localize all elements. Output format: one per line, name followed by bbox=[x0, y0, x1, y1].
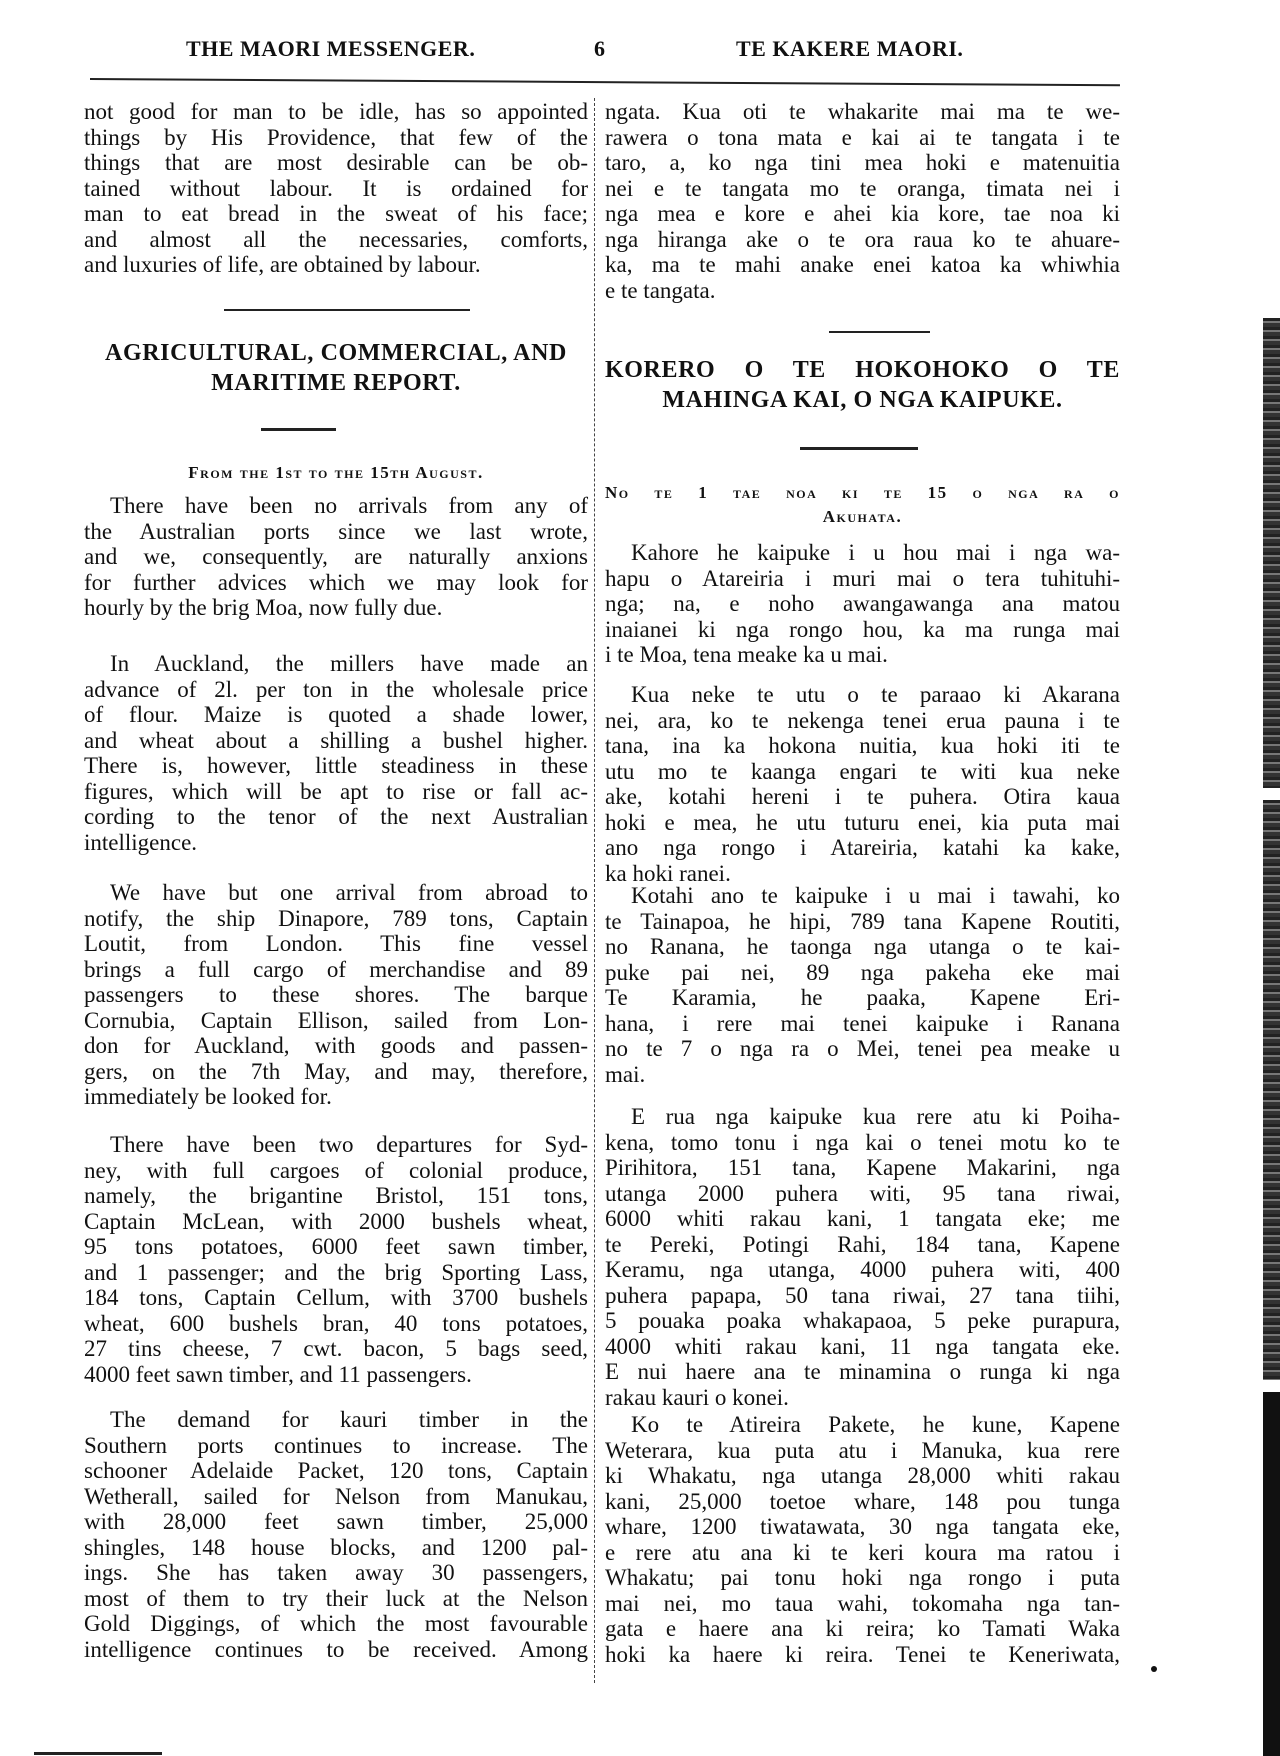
text-line: The demand for kauri timber in the bbox=[110, 1407, 588, 1432]
text-line: kena, tomo tonu i nga kai o tenei motu ko te bbox=[605, 1129, 1120, 1155]
text-line: nei e te tangata mo te oranga, timata nei i bbox=[605, 175, 1120, 201]
dateline-text: No te 1 tae noa ki te 15 o nga ra o bbox=[605, 483, 1120, 502]
text-line: immediately be looked for. bbox=[84, 1084, 332, 1109]
text-line: tained without labour. It is ordained for bbox=[84, 175, 588, 201]
text-line: and wheat about a shilling a bushel higher. bbox=[84, 727, 588, 753]
text-line: utu mo te kaanga engari te witi kua neke bbox=[605, 758, 1120, 784]
paragraph-kua-neke bbox=[605, 682, 1120, 886]
text-line: namely, the brigantine Bristol, 151 tons, bbox=[84, 1183, 588, 1208]
text-line: Southern ports continues to increase. The bbox=[84, 1432, 588, 1458]
paragraph-kauri-timber bbox=[84, 1407, 588, 1662]
text-line: nei, ara, ko te nekenga tenei erua pauna i te bbox=[605, 707, 1120, 733]
text-line: te Tainapoa, he hipi, 789 tana Kapene Routiti, bbox=[605, 908, 1120, 934]
paragraph-sydney-departures bbox=[84, 1132, 588, 1387]
left-continuation-paragraph bbox=[84, 99, 588, 278]
text-line: e rere atu ana ki te keri koura ma ratou i bbox=[605, 1539, 1120, 1565]
text-line: 5 pouaka poaka whakapaoa, 5 peke purapura, bbox=[605, 1308, 1120, 1333]
text-line: nga; na, e noho awangawanga ana matou bbox=[605, 591, 1120, 616]
text-line: schooner Adelaide Packet, 120 tons, Captain bbox=[84, 1458, 588, 1483]
heading-rule bbox=[261, 428, 336, 431]
text-line: ka, ma te mahi anake enei katoa ka whiwhia bbox=[605, 252, 1120, 277]
text-line: kani, 25,000 toetoe whare, 148 pou tunga bbox=[605, 1488, 1120, 1514]
ink-speck bbox=[1151, 1666, 1157, 1672]
heading-line: AGRICULTURAL, COMMERCIAL, AND bbox=[105, 340, 567, 366]
text-line: Cornubia, Captain Ellison, sailed from Lon- bbox=[84, 1007, 588, 1033]
paragraph-kotahi-ano bbox=[605, 883, 1120, 1087]
text-line: Wetherall, sailed for Nelson from Manukau, bbox=[84, 1483, 588, 1509]
text-line: 184 tons, Captain Cellum, with 3700 bushels bbox=[84, 1285, 588, 1310]
text-line: rawera o tona mata e kai ai te tangata i te bbox=[605, 124, 1120, 150]
text-line: most of them to try their luck at the Nelson bbox=[84, 1585, 588, 1611]
text-line: passengers to these shores. The barque bbox=[84, 982, 588, 1007]
text-line: nga mea e kore e ahei kia kore, tae noa ki bbox=[605, 201, 1120, 226]
text-line: hoki e mea, he utu tuturu enei, kia puta mai bbox=[605, 809, 1120, 835]
heading-rule bbox=[800, 447, 918, 450]
dateline-text: Akuhata. bbox=[822, 507, 903, 526]
text-line: no Ranana, he taonga nga utanga o te kai- bbox=[605, 934, 1120, 959]
text-line: There is, however, little steadiness in these bbox=[84, 753, 588, 778]
text-line: mai nei, mo taua wahi, tokomaha nga tan- bbox=[605, 1590, 1120, 1616]
text-line: Keramu, nga utanga, 4000 puhera witi, 400 bbox=[605, 1257, 1120, 1282]
right-continuation-paragraph bbox=[605, 99, 1120, 303]
text-line: gata e haere ana ki reira; ko Tamati Waka bbox=[605, 1616, 1120, 1641]
section-rule bbox=[829, 331, 930, 333]
paragraph-atireira-pakete bbox=[605, 1412, 1120, 1667]
text-line: no te 7 o nga ra o Mei, tenei pea meake u bbox=[605, 1036, 1120, 1061]
paragraph-kahore bbox=[605, 540, 1120, 668]
text-line: inaianei ki nga rongo hou, ka ma runga mai bbox=[605, 616, 1120, 642]
text-line: 4000 whiti rakau kani, 11 nga tangata eke. bbox=[605, 1333, 1120, 1359]
text-line: 6000 whiti rakau kani, 1 tangata eke; me bbox=[605, 1206, 1120, 1231]
masthead-english-title: THE MAORI MESSENGER. bbox=[186, 36, 476, 61]
heading-line: MARITIME REPORT. bbox=[211, 370, 461, 396]
dateline-maori bbox=[605, 481, 1120, 529]
text-line: with 28,000 feet sawn timber, 25,000 bbox=[84, 1509, 588, 1534]
text-line: Captain McLean, with 2000 bushels wheat, bbox=[84, 1208, 588, 1234]
masthead-maori-title: TE KAKERE MAORI. bbox=[736, 36, 964, 61]
text-line: notify, the ship Dinapore, 789 tons, Captain bbox=[84, 905, 588, 931]
text-line: intelligence. bbox=[84, 829, 198, 855]
text-line: 27 tins cheese, 7 cwt. bacon, 5 bags seed, bbox=[84, 1336, 588, 1361]
text-line: of flour. Maize is quoted a shade lower, bbox=[84, 702, 588, 727]
text-line: intelligence continues to be received. Among bbox=[84, 1636, 588, 1662]
text-line: We have but one arrival from abroad to bbox=[110, 880, 588, 905]
text-line: ngata. Kua oti te whakarite mai ma te we- bbox=[605, 99, 1120, 124]
text-line: figures, which will be apt to rise or fall ac- bbox=[84, 778, 588, 804]
text-line: Kua neke te utu o te paraao ki Akarana bbox=[631, 682, 1120, 707]
text-line: ings. She has taken away 30 passengers, bbox=[84, 1560, 588, 1585]
text-line: and we, consequently, are naturally anxions bbox=[84, 544, 588, 569]
text-line: Loutit, from London. This fine vessel bbox=[84, 931, 588, 956]
text-line: ake, kotahi hereni i te puhera. Otira kaua bbox=[605, 784, 1120, 809]
text-line: mai. bbox=[605, 1061, 646, 1087]
text-line: whare, 1200 tiwatawata, 30 nga tangata eke, bbox=[605, 1514, 1120, 1539]
text-line: rakau kauri o konei. bbox=[605, 1384, 789, 1410]
text-line: not good for man to be idle, has so appointed bbox=[84, 99, 588, 124]
text-line: 4000 feet sawn timber, and 11 passengers. bbox=[84, 1361, 472, 1387]
column-divider bbox=[594, 98, 595, 1683]
text-line: don for Auckland, with goods and passen- bbox=[84, 1033, 588, 1058]
text-line: wheat, 600 bushels bran, 40 tons potatoes, bbox=[84, 1310, 588, 1336]
text-line: E rua nga kaipuke kua rere atu ki Poiha- bbox=[631, 1104, 1120, 1129]
text-line: ney, with full cargoes of colonial produce, bbox=[84, 1157, 588, 1183]
text-line: te Pereki, Potingi Rahi, 184 tana, Kapene bbox=[605, 1231, 1120, 1257]
text-line: tana, ina ka hokona nuitia, kua hoki iti te bbox=[605, 733, 1120, 758]
heading-line: MAHINGA KAI, O NGA KAIPUKE. bbox=[662, 387, 1063, 413]
paragraph-auckland-prices bbox=[84, 651, 588, 855]
paragraph-arrivals bbox=[84, 493, 588, 621]
text-line: Te Karamia, he paaka, Kapene Eri- bbox=[605, 985, 1120, 1010]
text-line: cording to the tenor of the next Australian bbox=[84, 804, 588, 829]
text-line: brings a full cargo of merchandise and 89 bbox=[84, 956, 588, 982]
text-line: nga hiranga ake o te ora raua ko te ahuare- bbox=[605, 226, 1120, 252]
text-line: There have been two departures for Syd- bbox=[110, 1132, 588, 1157]
text-line: for further advices which we may look for bbox=[84, 569, 588, 595]
text-line: taro, a, ko nga tini mea hoki e matenuitia bbox=[605, 150, 1120, 175]
scan-edge-mark bbox=[1263, 318, 1280, 788]
text-line: ki Whakatu, nga utanga 28,000 whiti rakau bbox=[605, 1463, 1120, 1488]
report-heading-english bbox=[84, 338, 588, 398]
text-line: ano nga rongo i Atareiria, katahi ka kake, bbox=[605, 835, 1120, 860]
text-line: Weterara, kua puta atu i Manuka, kua rere bbox=[605, 1437, 1120, 1463]
text-line: puhera papapa, 50 tana riwai, 27 tana tiihi, bbox=[605, 1282, 1120, 1308]
text-line: and 1 passenger; and the brig Sporting Lass, bbox=[84, 1259, 588, 1285]
text-line: Kahore he kaipuke i u hou mai i nga wa- bbox=[631, 540, 1120, 565]
text-line: utanga 2000 puhera witi, 95 tana riwai, bbox=[605, 1180, 1120, 1206]
text-line: Kotahi ano te kaipuke i u mai i tawahi, ko bbox=[631, 883, 1120, 908]
text-line: i te Moa, tena meake ka u mai. bbox=[605, 642, 888, 667]
scan-edge-mark bbox=[1263, 800, 1280, 1380]
footer-rule bbox=[34, 1752, 162, 1755]
text-line: hapu o Atareiria i muri mai o tera tuhituhi- bbox=[605, 565, 1120, 591]
text-line: and luxuries of life, are obtained by labour. bbox=[84, 252, 481, 277]
text-line: hana, i rere mai tenei kaipuke i Ranana bbox=[605, 1010, 1120, 1036]
text-line: hoki ka haere ki reira. Tenei te Keneriwata, bbox=[605, 1641, 1120, 1667]
text-line: man to eat bread in the sweat of his face; bbox=[84, 201, 588, 226]
heading-line: KORERO O TE HOKOHOKO O TE bbox=[605, 357, 1120, 383]
paragraph-dinapore-arrival bbox=[84, 880, 588, 1110]
text-line: puke pai nei, 89 nga pakeha eke mai bbox=[605, 959, 1120, 985]
text-line: the Australian ports since we last wrote, bbox=[84, 518, 588, 544]
text-line: Gold Diggings, of which the most favourable bbox=[84, 1611, 588, 1636]
report-heading-maori bbox=[605, 355, 1120, 415]
text-line: advance of 2l. per ton in the wholesale price bbox=[84, 676, 588, 702]
section-rule bbox=[224, 309, 470, 311]
text-line: hourly by the brig Moa, now fully due. bbox=[84, 595, 443, 620]
text-line: 95 tons potatoes, 6000 feet sawn timber, bbox=[84, 1234, 588, 1259]
page-number: 6 bbox=[594, 36, 606, 61]
text-line: In Auckland, the millers have made an bbox=[110, 651, 588, 676]
header-rule bbox=[90, 78, 1120, 86]
text-line: Pirihitora, 151 tana, Kapene Makarini, nga bbox=[605, 1155, 1120, 1180]
text-line: things by His Providence, that few of the bbox=[84, 124, 588, 150]
text-line: shingles, 148 house blocks, and 1200 pal- bbox=[84, 1534, 588, 1560]
text-line: things that are most desirable can be ob- bbox=[84, 150, 588, 175]
scan-edge-mark bbox=[1263, 1392, 1280, 1756]
text-line: There have been no arrivals from any of bbox=[110, 493, 588, 518]
text-line: E nui haere ana te minamina o runga ki nga bbox=[605, 1359, 1120, 1384]
text-line: and almost all the necessaries, comforts, bbox=[84, 226, 588, 252]
text-line: Whakatu; pai tonu hoki nga rongo i puta bbox=[605, 1565, 1120, 1590]
text-line: e te tangata. bbox=[605, 277, 716, 303]
text-line: ka hoki ranei. bbox=[605, 860, 731, 886]
text-line: gers, on the 7th May, and may, therefore, bbox=[84, 1058, 588, 1084]
dateline-text: From the 1st to the 15th August. bbox=[188, 463, 484, 482]
text-line: Ko te Atireira Pakete, he kune, Kapene bbox=[631, 1412, 1120, 1437]
paragraph-e-rua bbox=[605, 1104, 1120, 1410]
dateline-english bbox=[84, 461, 588, 485]
